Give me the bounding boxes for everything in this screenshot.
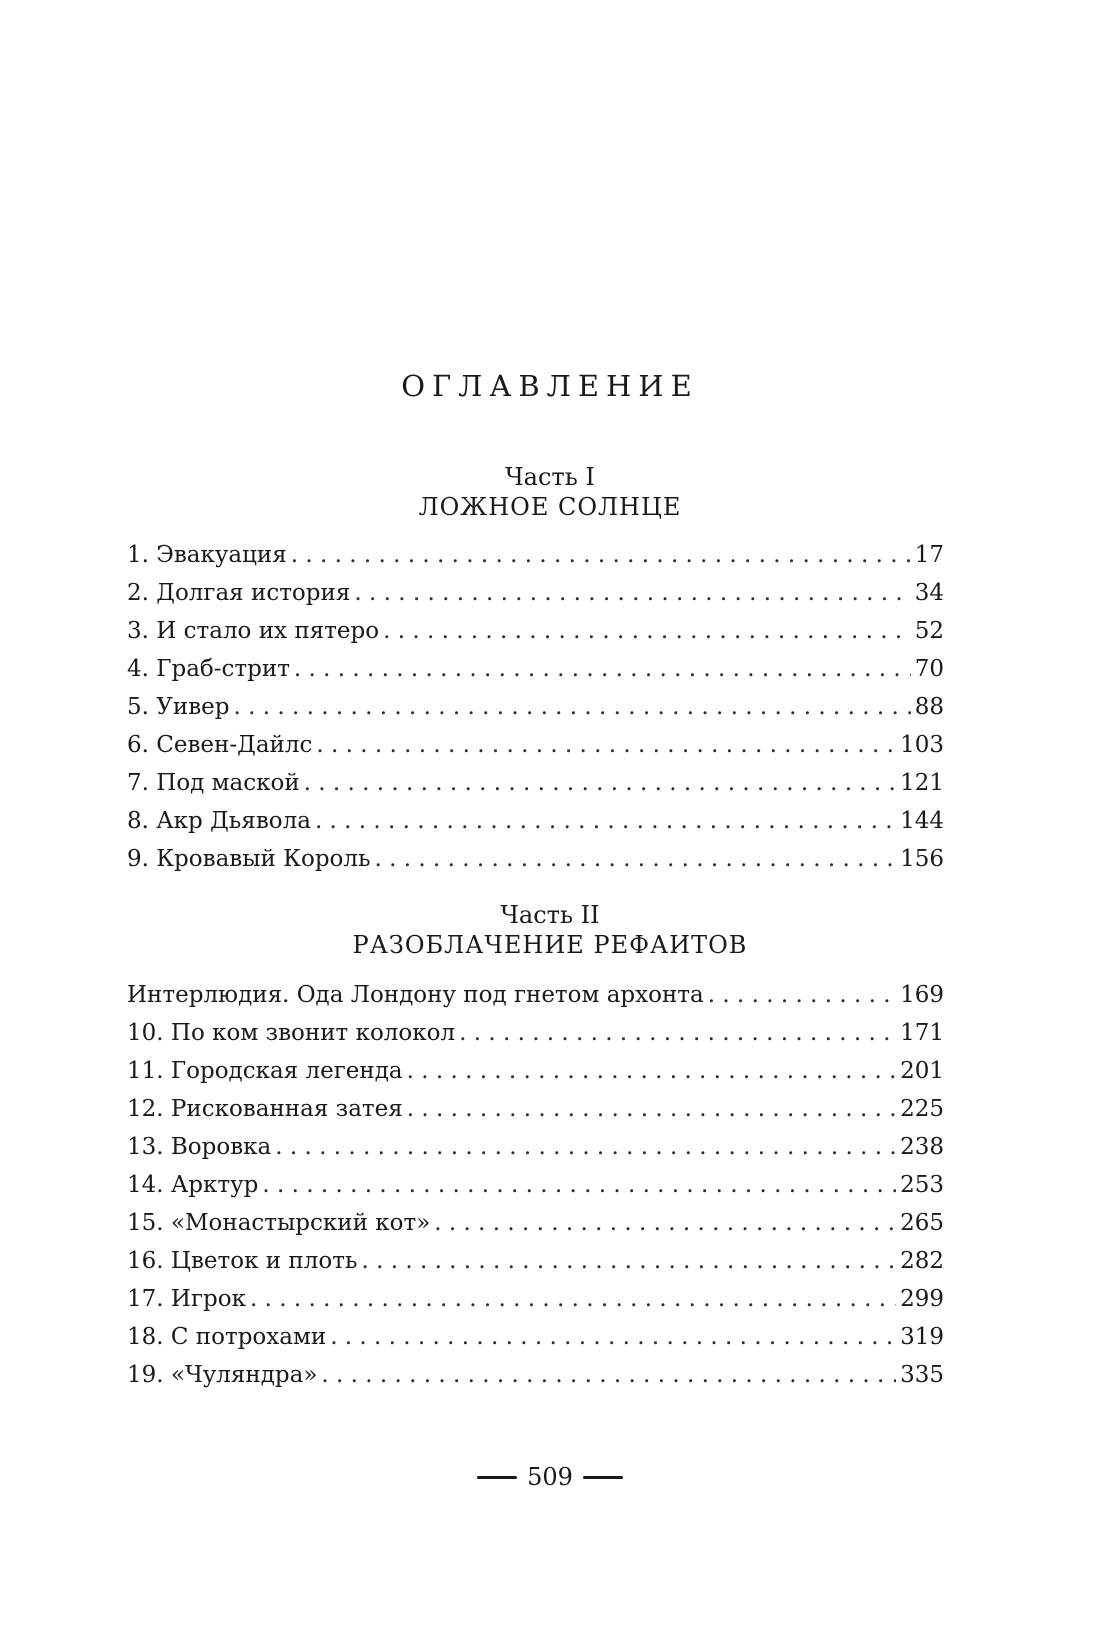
toc-entry-page: 335	[900, 1362, 944, 1388]
toc-entry-title: 18. С потрохами	[127, 1324, 327, 1350]
dot-leader	[459, 1018, 896, 1048]
toc-entry	[127, 1360, 944, 1398]
toc-entry-title: 8. Акр Дьявола	[127, 808, 311, 834]
dot-leader	[250, 1284, 896, 1314]
dot-leader	[304, 768, 896, 798]
toc-entry	[127, 1018, 944, 1056]
toc-entry-title: 1. Эвакуация	[127, 542, 287, 568]
toc-entry	[127, 730, 944, 768]
toc-entry	[127, 806, 944, 844]
dot-leader	[275, 1132, 896, 1162]
part-1-label: Часть I	[505, 463, 595, 491]
dot-leader	[262, 1170, 896, 1200]
toc-entry	[127, 1132, 944, 1170]
toc-entry-title: 19. «Чуляндра»	[127, 1362, 318, 1388]
toc-entry-title: 9. Кровавый Король	[127, 846, 371, 872]
dot-leader	[330, 1322, 896, 1352]
part-1-title: ЛОЖНОЕ СОЛНЦЕ	[418, 493, 682, 521]
toc-entry	[127, 980, 944, 1018]
toc-entry	[127, 692, 944, 730]
toc-entry-page: 238	[900, 1134, 944, 1160]
toc-entry-title: 11. Городская легенда	[127, 1058, 403, 1084]
part-1-entries	[127, 540, 944, 882]
toc-entry-page: 253	[900, 1172, 944, 1198]
toc-entry	[127, 654, 944, 692]
toc-entry-title: 7. Под маской	[127, 770, 300, 796]
toc-entry	[127, 578, 944, 616]
page-number-footer	[0, 1462, 1100, 1492]
toc-entry-page: 171	[900, 1020, 944, 1046]
toc-entry-title: 4. Граб-стрит	[127, 656, 290, 682]
dot-leader	[407, 1056, 897, 1086]
toc-entry-page: 17	[914, 542, 944, 568]
toc-entry-title: 17. Игрок	[127, 1286, 246, 1312]
toc-entry-page: 201	[900, 1058, 944, 1084]
toc-entry-title: 16. Цветок и плоть	[127, 1248, 358, 1274]
folio-left-rule	[477, 1476, 517, 1479]
toc-entry-title: 10. По ком звонит колокол	[127, 1020, 456, 1046]
dot-leader	[361, 1246, 896, 1276]
dot-leader	[383, 616, 911, 646]
toc-entry-page: 156	[900, 846, 944, 872]
toc-entry-title: 5. Уивер	[127, 694, 230, 720]
toc-entry-page: 70	[914, 656, 944, 682]
dot-leader	[407, 1094, 896, 1124]
toc-entry	[127, 768, 944, 806]
toc-entry-title: 13. Воровка	[127, 1134, 272, 1160]
dot-leader	[291, 540, 911, 570]
toc-entry-title: 2. Долгая история	[127, 580, 351, 606]
toc-entry	[127, 844, 944, 882]
toc-entry	[127, 1170, 944, 1208]
toc-entry-title: 3. И стало их пятеро	[127, 618, 380, 644]
toc-entry-title: 15. «Монастырский кот»	[127, 1210, 431, 1236]
toc-entry-title: Интерлюдия. Ода Лондону под гнетом архонта	[127, 982, 704, 1008]
toc-entry	[127, 1322, 944, 1360]
toc-entry-page: 225	[900, 1096, 944, 1122]
toc-entry	[127, 540, 944, 578]
dot-leader	[316, 730, 896, 760]
toc-entry-page: 103	[900, 732, 944, 758]
toc-entry-title: 6. Севен-Дайлс	[127, 732, 313, 758]
toc-entry-page: 169	[900, 982, 944, 1008]
dot-leader	[315, 806, 896, 836]
toc-entry-page: 34	[914, 580, 944, 606]
toc-entry-page: 52	[914, 618, 944, 644]
part-2-entries	[127, 980, 944, 1398]
toc-entry	[127, 1246, 944, 1284]
dot-leader	[294, 654, 911, 684]
toc-entry	[127, 1284, 944, 1322]
toc-entry-page: 282	[900, 1248, 944, 1274]
toc-entry-page: 265	[900, 1210, 944, 1236]
toc-entry-page: 319	[900, 1324, 944, 1350]
toc-entry-title: 12. Рискованная затея	[127, 1096, 403, 1122]
page-number: 509	[527, 1463, 573, 1491]
folio-right-rule	[583, 1476, 623, 1479]
toc-entry	[127, 616, 944, 654]
dot-leader	[354, 578, 910, 608]
toc-entry-page: 88	[914, 694, 944, 720]
dot-leader	[434, 1208, 896, 1238]
toc-entry-page: 299	[900, 1286, 944, 1312]
toc-title: ОГЛАВЛЕНИЕ	[401, 369, 699, 403]
dot-leader	[234, 692, 911, 722]
part-2-label: Часть II	[500, 901, 600, 929]
part-2-title: РАЗОБЛАЧЕНИЕ РЕФАИТОВ	[352, 931, 748, 959]
dot-leader	[375, 844, 897, 874]
toc-entry-title: 14. Арктур	[127, 1172, 259, 1198]
toc-entry	[127, 1094, 944, 1132]
toc-entry	[127, 1208, 944, 1246]
dot-leader	[708, 980, 896, 1010]
toc-entry	[127, 1056, 944, 1094]
dot-leader	[321, 1360, 896, 1390]
toc-entry-page: 144	[900, 808, 944, 834]
toc-entry-page: 121	[900, 770, 944, 796]
